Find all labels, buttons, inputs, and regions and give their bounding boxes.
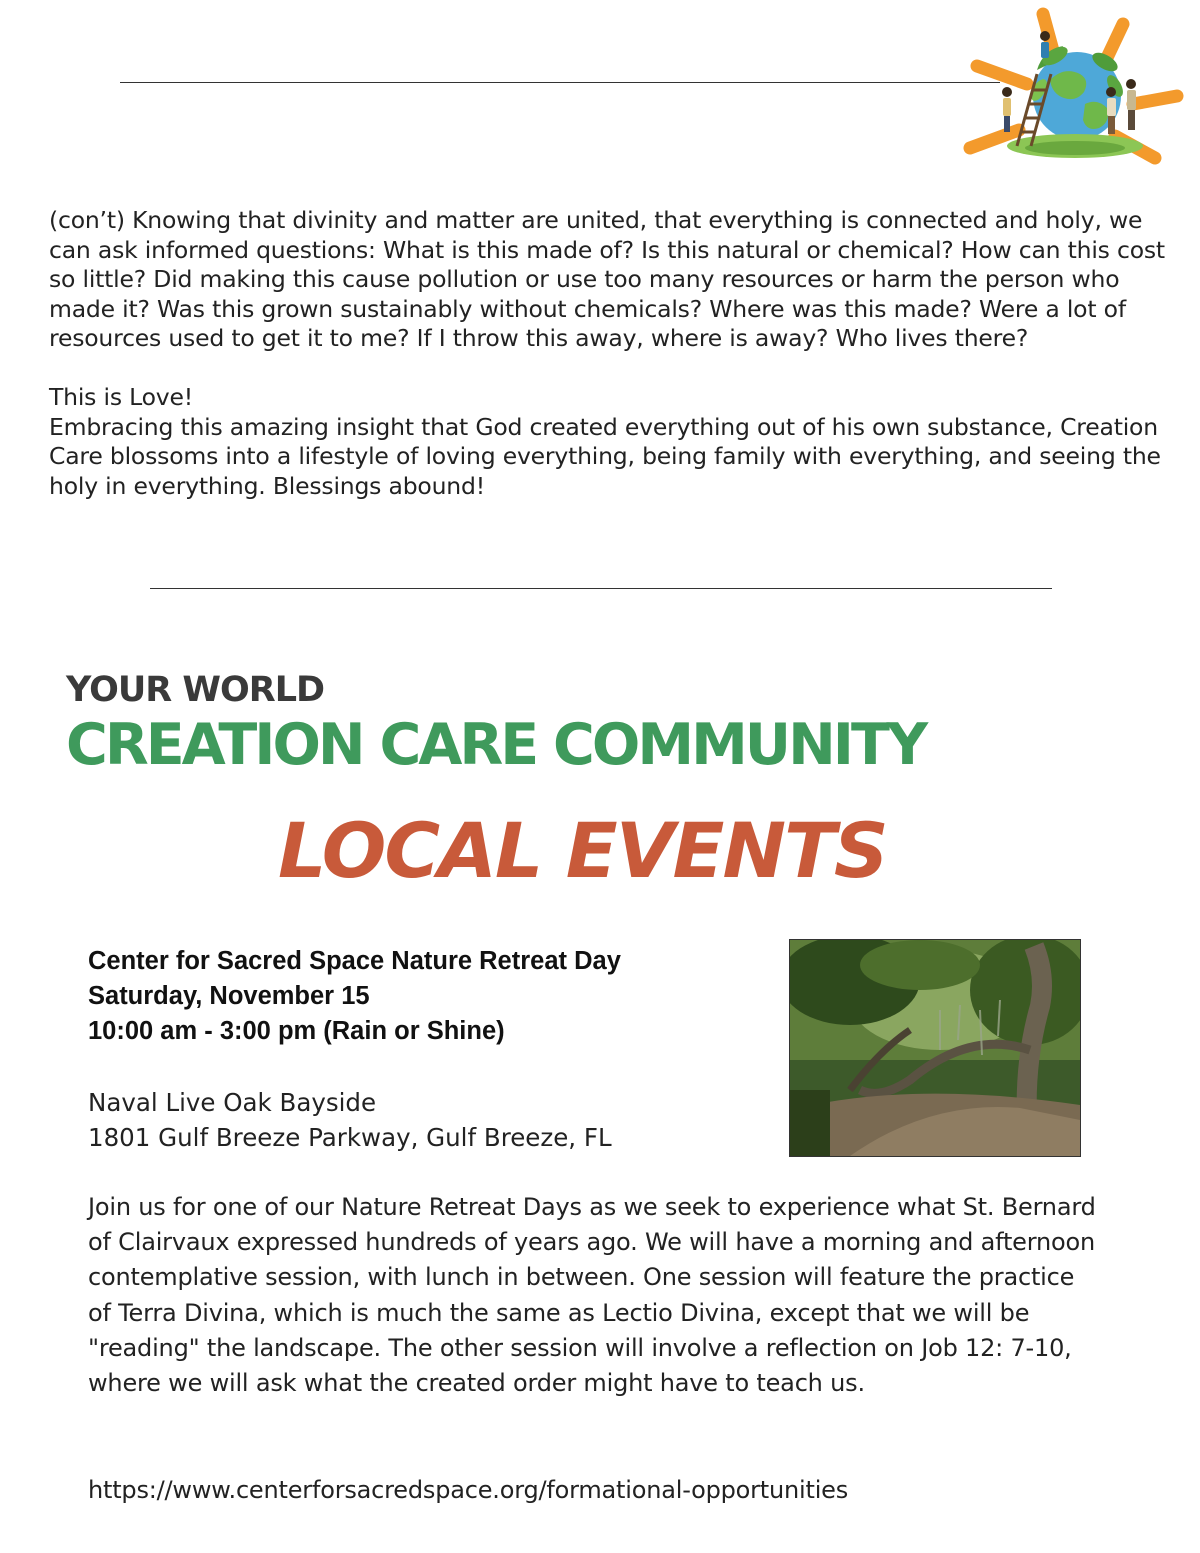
venue-address: 1801 Gulf Breeze Parkway, Gulf Breeze, FL (88, 1123, 612, 1152)
event-description: Join us for one of our Nature Retreat Days as we seek to experience what St. Bernard of Clairvaux expressed hundreds of years ago. We will have a morning and afternoon contemplative session, with lunch in between. One session will feature the practice of Terra Divina, which is much the same as Lectio Divina, except that we will be "reading" the landscape. The other session will involve a reflection on Job 12: 7-10, where we will ask what the created order might have to teach us. (88, 1193, 1096, 1398)
love-heading: This is Love! (49, 383, 193, 411)
event-title: Center for Sacred Space Nature Retreat Day (88, 947, 621, 975)
event-link[interactable]: https://www.centerforsacredspace.org/formational-opportunities (88, 1476, 849, 1504)
your-world-heading: YOUR WORLD (66, 670, 325, 710)
local-events-heading: LOCAL EVENTS (278, 806, 887, 895)
intro-paragraph-love: Embracing this amazing insight that God created everything out of his own substance, Creation Care blossoms into a lifestyle of loving everything, being family with everything, and seeing the holy in everything. Blessings abound! (49, 412, 1161, 500)
nature-trail-photo (789, 939, 1081, 1157)
event-venue (88, 1085, 748, 1155)
event-time: 10:00 am - 3:00 pm (Rain or Shine) (88, 1017, 505, 1045)
community-heading: CREATION CARE COMMUNITY (66, 712, 926, 778)
intro-paragraph-questions: (con’t) Knowing that divinity and matter are united, that everything is connected and holy, we can ask informed questions: What is this made of? Is this natural or chemical? How can this cost so little? Did making this cause pollution or use too many resources or harm the person who made it? Was this grown sustainably without chemicals? Where was this made? Were a lot of resources used to get it to me? If I throw this away, where is away? Who lives there? (49, 206, 1165, 352)
section-divider (150, 588, 1052, 589)
top-divider (120, 82, 1000, 83)
venue-name: Naval Live Oak Bayside (88, 1088, 377, 1117)
earth-care-logo (955, 0, 1190, 172)
event-date: Saturday, November 15 (88, 982, 370, 1010)
event-header (88, 944, 768, 1049)
intro-text (49, 206, 1169, 501)
